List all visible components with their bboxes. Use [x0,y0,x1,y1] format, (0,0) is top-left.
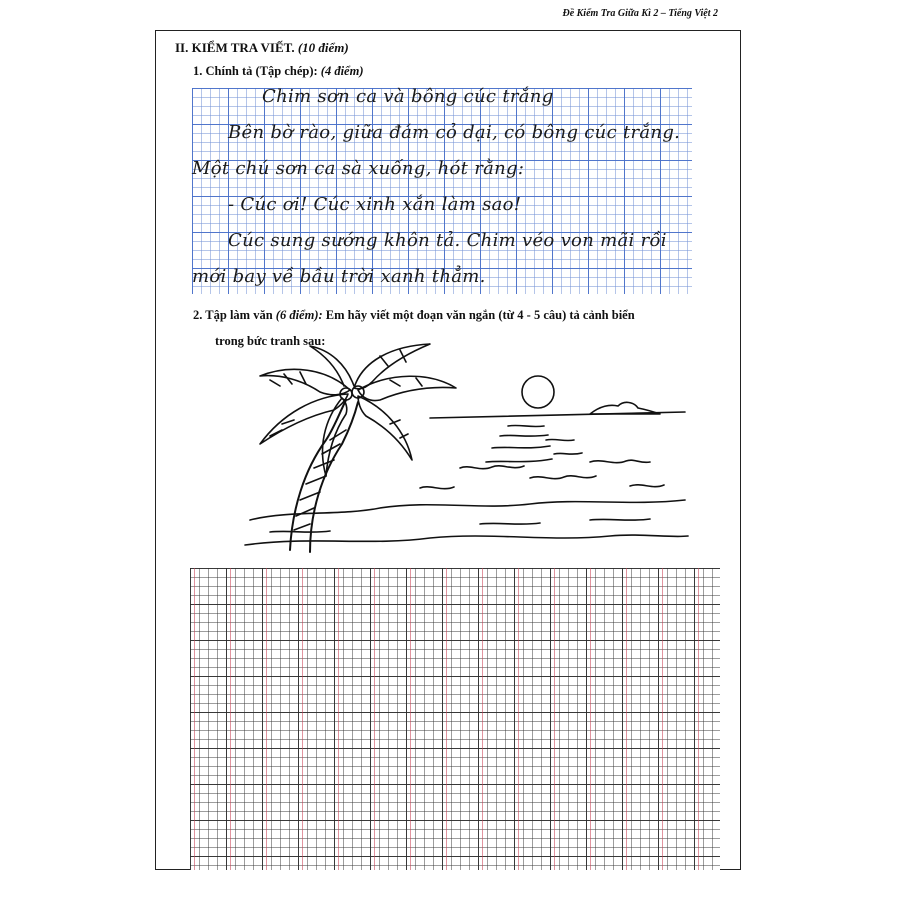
item2-points: (6 điểm): [275,308,323,322]
dictation-grid [192,88,692,294]
item2-instruction-cont: trong bức tranh sau: [215,334,326,348]
sun-icon [522,376,554,408]
item1-label: 1. Chính tả (Tập chép): [193,64,318,78]
beach-illustration [230,340,690,562]
writing-grid[interactable] [190,568,720,870]
item2-label: 2. Tập làm văn [193,308,273,322]
dictation-line: Cúc sung sướng khôn tả. Chim véo von mãi rồi [228,230,667,251]
dictation-line: mới bay về bầu trời xanh thẳm. [192,266,486,287]
item2-instruction: Em hãy viết một đoạn văn ngắn (từ 4 - 5 câu) tả cảnh biển [325,308,635,322]
item1-points: (4 điểm) [320,64,364,78]
section-points: (10 điểm) [297,40,349,55]
dictation-line: - Cúc ơi! Cúc xinh xắn làm sao! [228,194,522,215]
page-header: Đề Kiểm Tra Giữa Kì 2 – Tiếng Việt 2 [562,8,718,19]
section-title: II. KIỂM TRA VIẾT. [175,40,295,55]
item1-heading [193,64,364,79]
section-heading [175,40,349,56]
dictation-title: Chim sơn ca và bông cúc trắng [262,86,554,107]
dictation-line: Một chú sơn ca sà xuống, hót rằng: [192,158,525,179]
dictation-line: Bên bờ rào, giữa đám cỏ dại, có bông cúc trắng. [228,122,681,143]
item2-heading [193,308,635,323]
